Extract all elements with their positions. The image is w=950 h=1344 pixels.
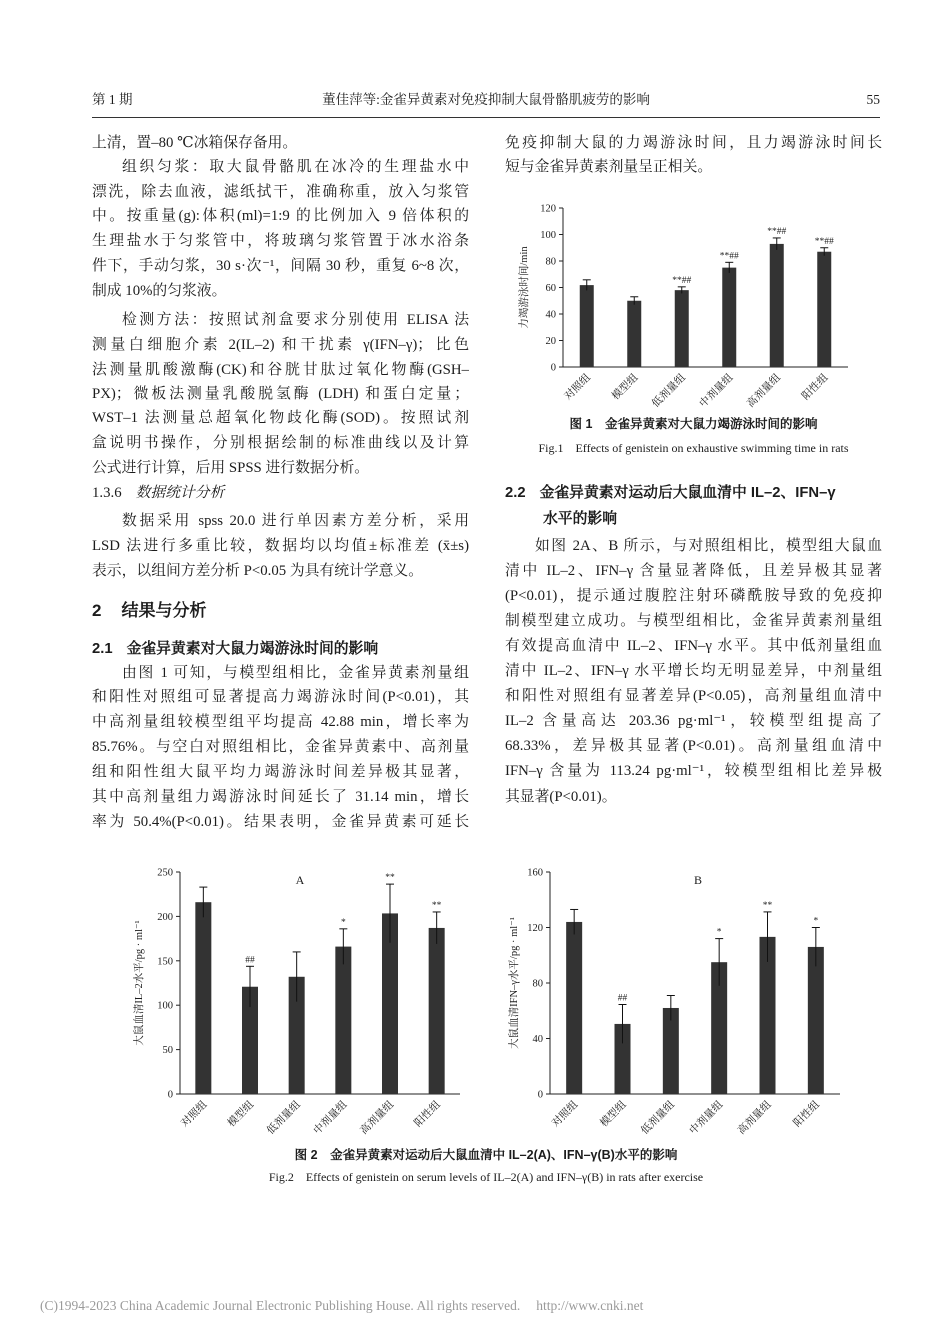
category-label-3: 中剂量组 [697,372,736,410]
body-text-line: WST–1 法测量总超氧化物歧化酶(SOD)。按照试剂 [92,410,469,426]
y-tick-label: 0 [550,362,556,374]
category-label-2: 低剂量组 [639,1099,677,1137]
body-text-line: 上清，置–80 ℃冰箱保存备用。 [92,135,298,151]
body-text-line: 数据采用 spss 20.0 进行单因素方差分析，采用 [122,513,469,529]
heading-number: 2 [92,601,102,620]
body-text-line: 和阳性对照组有显著差异(P<0.05)，高剂量组血清中 [505,688,882,704]
significance-label-2: **## [672,275,692,286]
body-text-line: 检测方法：按照试剂盒要求分别使用 ELISA 法 [122,312,469,328]
y-tick-label: 40 [545,309,556,321]
category-label-5: 阳性组 [800,372,831,403]
y-tick-label: 20 [545,336,556,347]
significance-label-5: ** [431,900,442,911]
body-text-line: PX)；微板法测量乳酸脱氢酶 (LDH) 和蛋白定量； [92,386,469,402]
body-text-line: 法测量肌酸激酶(CK)和谷胱甘肽过氧化物酶(GSH– [92,362,469,378]
heading-title: 金雀异黄素对大鼠力竭游泳时间的影响 [126,641,379,657]
category-label-0: 对照组 [179,1099,210,1130]
copyright-footer [40,1296,910,1316]
category-label-0: 对照组 [562,372,593,403]
body-text-line: IFN–γ 含量为 113.24 pg·ml⁻¹，较模型组相比差异极 [505,763,882,779]
body-text-line: 中高剂量组较模型组平均提高 42.88 min，增长率为 [92,714,469,730]
bar-0 [566,922,582,1094]
category-label-2: 低剂量组 [650,372,688,410]
y-tick-label: 100 [157,1000,173,1012]
heading-number: 1.3.6 [92,485,122,501]
section-heading-2 [92,599,469,623]
y-axis-label: 力竭游泳时间/min [519,246,530,329]
body-text-line: 制模型建立成功。与模型组相比，金雀异黄素剂量组 [505,613,882,629]
bar-5 [429,928,445,1094]
body-text-line: 清中 IL–2、IFN–γ 水平增长均无明显差异，中剂量组 [505,663,882,679]
bar-5 [808,947,824,1094]
body-text-line: 制成 10%的匀浆液。 [92,283,227,299]
heading-number: 2.2 [505,485,526,501]
category-label-4: 高剂量组 [358,1099,397,1137]
bar-1 [627,301,641,367]
y-axis-label: 大鼠血清IFN–γ水平/pg · ml⁻¹ [509,917,520,1049]
y-tick-label: 40 [532,1034,543,1045]
y-tick-label: 50 [162,1045,173,1057]
significance-label-3: **## [719,251,739,262]
y-tick-label: 250 [157,867,173,879]
significance-label-3: * [340,917,346,928]
body-text-line: 有效提高血清中 IL–2、IFN–γ 水平。其中低剂量组血 [505,638,882,654]
body-text-line: 率为 50.4%(P<0.01)。结果表明，金雀异黄素可延长 [92,814,469,830]
body-text-line: LSD 法进行多重比较，数据均以均值±标准差 (x̄±s) [92,538,469,554]
y-tick-label: 0 [537,1089,543,1101]
body-text-line: 组织匀浆：取大鼠骨骼肌在冰冷的生理盐水中 [122,159,469,175]
body-text-line: 其显著(P<0.01)。 [505,789,617,805]
header-rule [92,117,880,118]
body-text-line: 免疫抑制大鼠的力竭游泳时间，且力竭游泳时间长 [505,135,882,151]
bar-0 [195,902,211,1094]
heading-title: 金雀异黄素对运动后大鼠血清中 IL–2、IFN–γ [539,485,836,501]
subsection-heading-2-2 [505,482,882,504]
bar-0 [580,285,594,367]
figure-2-caption-cn: 图 2 金雀异黄素对运动后大鼠血清中 IL–2(A)、IFN–γ(B)水平的影响 [294,1148,678,1162]
y-tick-label: 120 [527,923,543,934]
subsection-heading-2-1 [92,638,469,660]
y-tick-label: 80 [532,978,543,990]
panel-label: A [295,873,305,887]
category-label-5: 阳性组 [412,1099,443,1130]
category-label-4: 高剂量组 [736,1099,774,1137]
footer-url: http://www.cnki.net [536,1298,644,1313]
category-label-1: 模型组 [598,1099,629,1130]
bar-2 [675,290,689,367]
category-label-0: 对照组 [550,1099,581,1130]
panel-label: B [693,873,703,887]
category-label-1: 模型组 [226,1099,257,1130]
significance-label-5: * [813,916,819,927]
figure-1-caption-en: Fig.1 Effects of genistein on exhaustive swimming time in rats [538,441,849,455]
category-label-3: 中剂量组 [687,1099,726,1137]
significance-label-3: * [716,927,722,938]
body-text-line: 中。按重量(g):体积(ml)=1:9 的比例加入 9 倍体积的 [92,208,469,224]
figure-1-bar-chart [505,195,880,410]
subsection-heading-2-2-continued: 水平的影响 [543,511,617,527]
body-text-line: 公式进行计算，后用 SPSS 进行数据分析。 [92,460,370,476]
body-text-line: IL–2 含量高达 203.36 pg·ml⁻¹，较模型组提高了 [505,713,882,729]
y-tick-label: 80 [545,256,556,268]
category-label-1: 模型组 [610,372,641,403]
significance-label-1: ## [617,993,628,1004]
figure-1-caption-cn: 图 1 金雀异黄素对大鼠力竭游泳时间的影响 [569,417,818,431]
figure-2-caption-en: Fig.2 Effects of genistein on serum levels of IL–2(A) and IFN–γ(B) in rats after exercise [268,1170,704,1184]
page-number: 55 [866,92,880,107]
figure-2b-bar-chart [490,860,850,1145]
y-tick-label: 120 [540,203,556,215]
body-text-line: 件下，手动匀浆，30 s·次⁻¹，间隔 30 秒，重复 6~8 次， [92,258,469,274]
body-text-line: 短与金雀异黄素剂量呈正相关。 [505,159,713,175]
subsection-heading-1-3-6 [92,482,469,504]
significance-label-1: ## [245,955,255,966]
body-text-line: 测量白细胞介素 2(IL–2) 和干扰素 γ(IFN–γ)；比色 [92,337,469,353]
category-label-3: 中剂量组 [311,1099,350,1137]
body-text-line: 组和阳性组大鼠平均力竭游泳时间差异极其显著， [92,764,469,780]
y-axis-label: 大鼠血清IL–2水平/pg · ml⁻¹ [134,920,145,1046]
bar-4 [770,244,784,367]
category-label-2: 低剂量组 [265,1099,303,1137]
copyright-text: (C)1994-2023 China Academic Journal Electronic Publishing House. All rights reserved. [40,1298,521,1313]
heading-title: 数据统计分析 [135,485,225,501]
significance-label-4: ** [385,873,395,884]
y-tick-label: 0 [167,1089,173,1101]
body-text-line: 清中 IL–2、IFN–γ 含量显著降低，且差异极其显著 [505,563,882,579]
body-text-line: (P<0.01)，提示通过腹腔注射环磷酰胺导致的免疫抑 [505,588,882,604]
body-text-line: 85.76%。与空白对照组相比，金雀异黄素中、高剂量 [92,739,469,755]
significance-label-4: ** [762,900,773,911]
y-tick-label: 150 [157,956,173,968]
body-text-line: 由图 1 可知，与模型组相比，金雀异黄素剂量组 [122,665,469,681]
heading-number: 2.1 [92,641,113,657]
y-tick-label: 100 [540,230,556,241]
bar-5 [817,252,831,367]
body-text-line: 漂洗，除去血液，滤纸拭干，准确称重，放入匀浆管 [92,184,469,200]
body-text-line: 68.33%，差异极其显著(P<0.01)。高剂量组血清中 [505,738,882,754]
body-text-line: 盒说明书操作，分别根据绘制的标准曲线以及计算 [92,435,469,451]
category-label-4: 高剂量组 [745,372,783,410]
bar-3 [335,947,351,1094]
y-tick-label: 200 [157,911,173,923]
body-text-line: 表示，以组间方差分析 P<0.05 为具有统计学意义。 [92,563,424,579]
body-text-line: 如图 2A、B 所示，与对照组相比，模型组大鼠血 [535,538,882,554]
body-text-line: 其中高剂量组力竭游泳时间延长了 31.14 min，增长 [92,789,469,805]
significance-label-5: **## [814,236,834,247]
body-text-line: 生理盐水于匀浆管中，将玻璃匀浆管置于冰水浴条 [92,233,469,249]
y-tick-label: 60 [545,283,556,294]
category-label-5: 阳性组 [791,1099,822,1130]
significance-label-4: **## [767,226,787,237]
body-text-line: 和阳性对照组可显著提高力竭游泳时间(P<0.01)，其 [92,689,469,705]
heading-title: 结果与分析 [121,601,207,620]
y-tick-label: 160 [527,867,543,879]
bar-2 [663,1008,679,1094]
issue-number: 第 1 期 [92,92,133,107]
running-title: 董佳萍等:金雀异黄素对免疫抑制大鼠骨骼肌疲劳的影响 [322,92,650,107]
figure-2a-bar-chart [120,860,470,1145]
bar-3 [722,268,736,367]
